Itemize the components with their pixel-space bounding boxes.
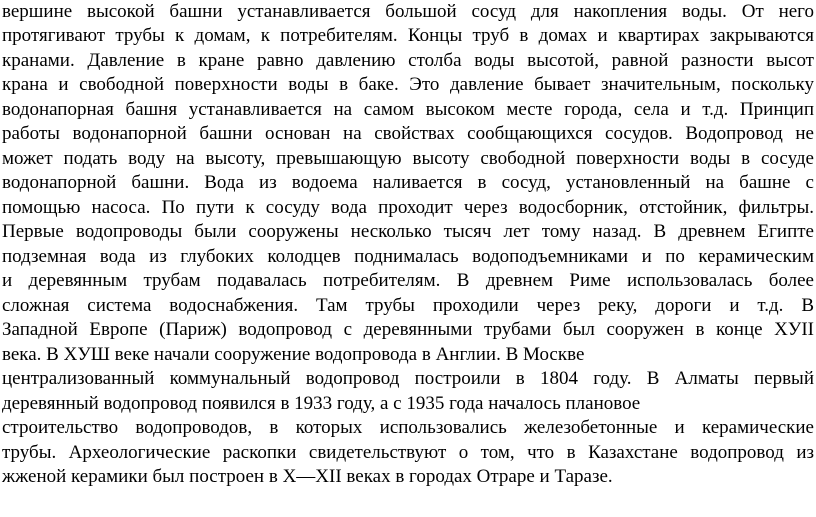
text-line-12: и деревянным трубам подавалась потребителям. В древнем Риме использовалась более [2,270,814,291]
text-line-10: Первые водопроводы были сооружены несколько тысяч лет тому назад. В древнем Египте [2,221,814,242]
text-line-3: кранами. Давление в кране равно давлению столба воды высотой, равной разности высот [2,50,814,71]
text-line-9: помощью насоса. По пути к сосуду вода проходит через водосборник, отстойник, фильтры. [2,197,814,218]
text-line-18: строительство водопроводов, в которых использовались железобетонные и керамические [2,417,814,438]
text-line-14: Западной Европе (Париж) водопровод с деревянными трубами был сооружен в конце ХУІІ [2,319,814,340]
text-line-6: работы водонапорной башни основан на свойствах сообщающихся сосудов. Водопровод не [2,123,814,144]
text-line-20: жженой керамики был построен в X—XII веках в городах Отраре и Таразе. [2,466,613,487]
text-line-7: может подать воду на высоту, превышающую высоту свободной поверхности воды в сосуде [2,148,814,169]
text-line-1: вершине высокой башни устанавливается большой сосуд для накопления воды. От него [2,1,814,22]
text-line-2: протягивают трубы к домам, к потребителям. Концы труб в домах и квартирах закрываются [2,25,814,46]
text-line-16: централизованный коммунальный водопровод построили в 1804 году. В Алматы первый [2,368,814,389]
text-line-5: водонапорная башня устанавливается на самом высоком месте города, села и т.д. Принцип [2,99,814,120]
text-line-13: сложная система водоснабжения. Там трубы проходили через реку, дороги и т.д. В [2,295,814,316]
text-line-19: трубы. Археологические раскопки свидетельствуют о том, что в Казахстане водопровод из [2,442,814,463]
text-line-11: подземная вода из глубоких колодцев поднималась водоподъемниками и по керамическим [2,246,814,267]
text-line-17: деревянный водопровод появился в 1933 году, а с 1935 года началось плановое [2,393,641,414]
text-line-4: крана и свободной поверхности воды в баке. Это давление бывает значительным, поскольку [2,74,814,95]
text-line-15: века. В ХУШ веке начали сооружение водопровода в Англии. В Москве [2,344,585,365]
text-line-8: водонапорной башни. Вода из водоема наливается в сосуд, установленный на башне с [2,172,814,193]
